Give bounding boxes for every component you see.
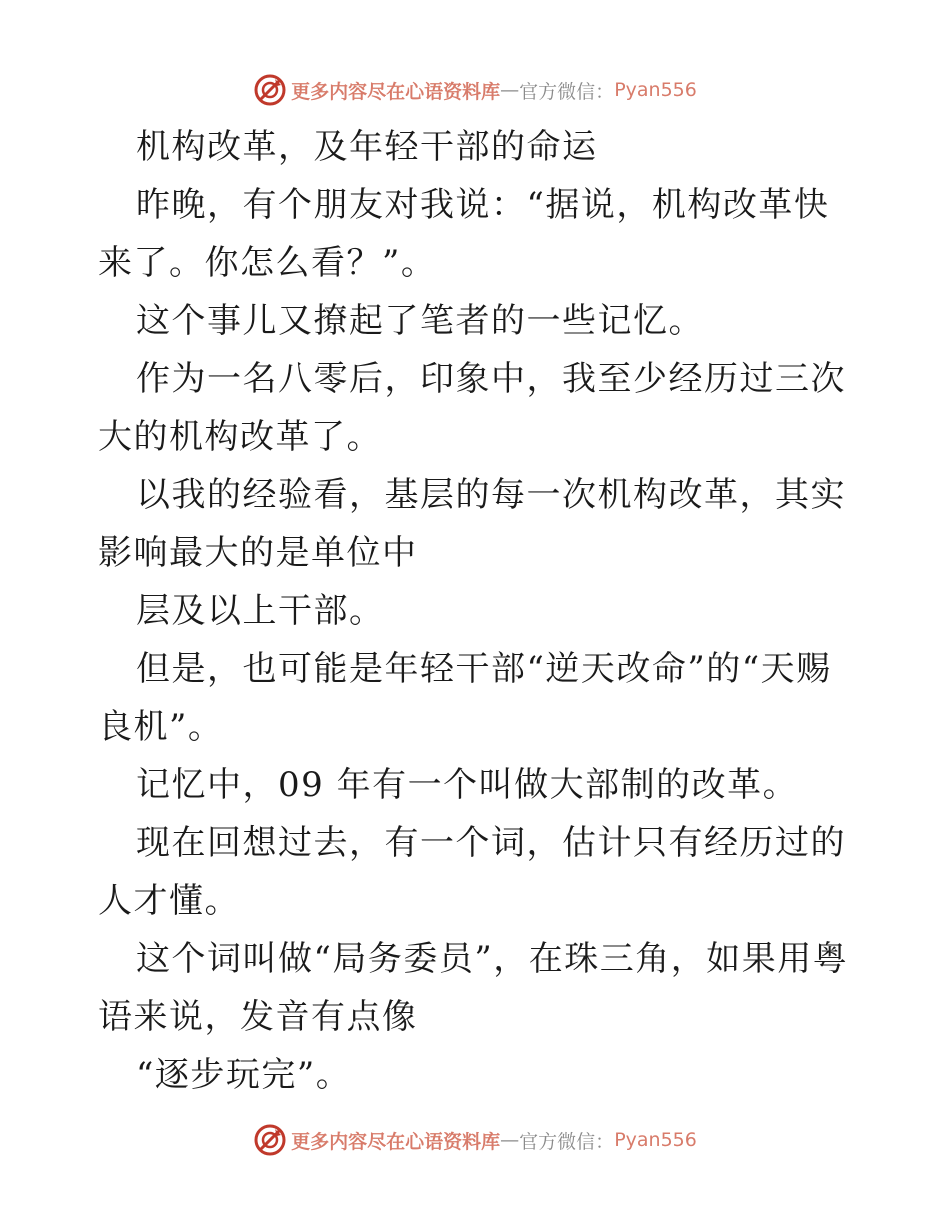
paragraph: 这个词叫做“局务委员”，在珠三角，如果用粤语来说，发音有点像 xyxy=(98,939,849,1037)
paragraph: 但是，也可能是年轻干部“逆天改命”的“天赐良机”。 xyxy=(98,649,832,747)
paragraph: 这个事儿又撩起了笔者的一些记忆。 xyxy=(136,301,704,341)
article-body xyxy=(98,118,858,1104)
paragraph: 层及以上干部。 xyxy=(136,591,385,631)
paragraph: 作为一名八零后，印象中，我至少经历过三次大的机构改革了。 xyxy=(98,359,846,457)
banner-wechat-id: Pyan556 xyxy=(614,79,697,101)
article-title: 机构改革，及年轻干部的命运 xyxy=(136,127,598,167)
brand-logo-icon xyxy=(253,73,287,107)
banner-middle: 官方微信： xyxy=(519,80,615,103)
banner-prefix: 更多内容尽在心语资料库 xyxy=(291,80,501,103)
banner-middle: 官方微信： xyxy=(519,1130,615,1153)
brand-logo-icon xyxy=(253,1123,287,1157)
paragraph: 记忆中，09 年有一个叫做大部制的改革。 xyxy=(136,765,799,805)
paragraph: “逐步玩完”。 xyxy=(136,1055,352,1095)
banner-dash: — xyxy=(500,79,520,101)
paragraph: 现在回想过去，有一个词，估计只有经历过的人才懂。 xyxy=(98,823,846,921)
header-banner xyxy=(0,72,950,108)
footer-banner xyxy=(0,1122,950,1158)
paragraph: 以我的经验看，基层的每一次机构改革，其实影响最大的是单位中 xyxy=(98,475,846,573)
banner-dash: — xyxy=(500,1129,520,1151)
banner-wechat-id: Pyan556 xyxy=(614,1129,697,1151)
banner-prefix: 更多内容尽在心语资料库 xyxy=(291,1130,501,1153)
paragraph: 昨晚，有个朋友对我说：“据说，机构改革快来了。你怎么看？”。 xyxy=(98,185,830,283)
